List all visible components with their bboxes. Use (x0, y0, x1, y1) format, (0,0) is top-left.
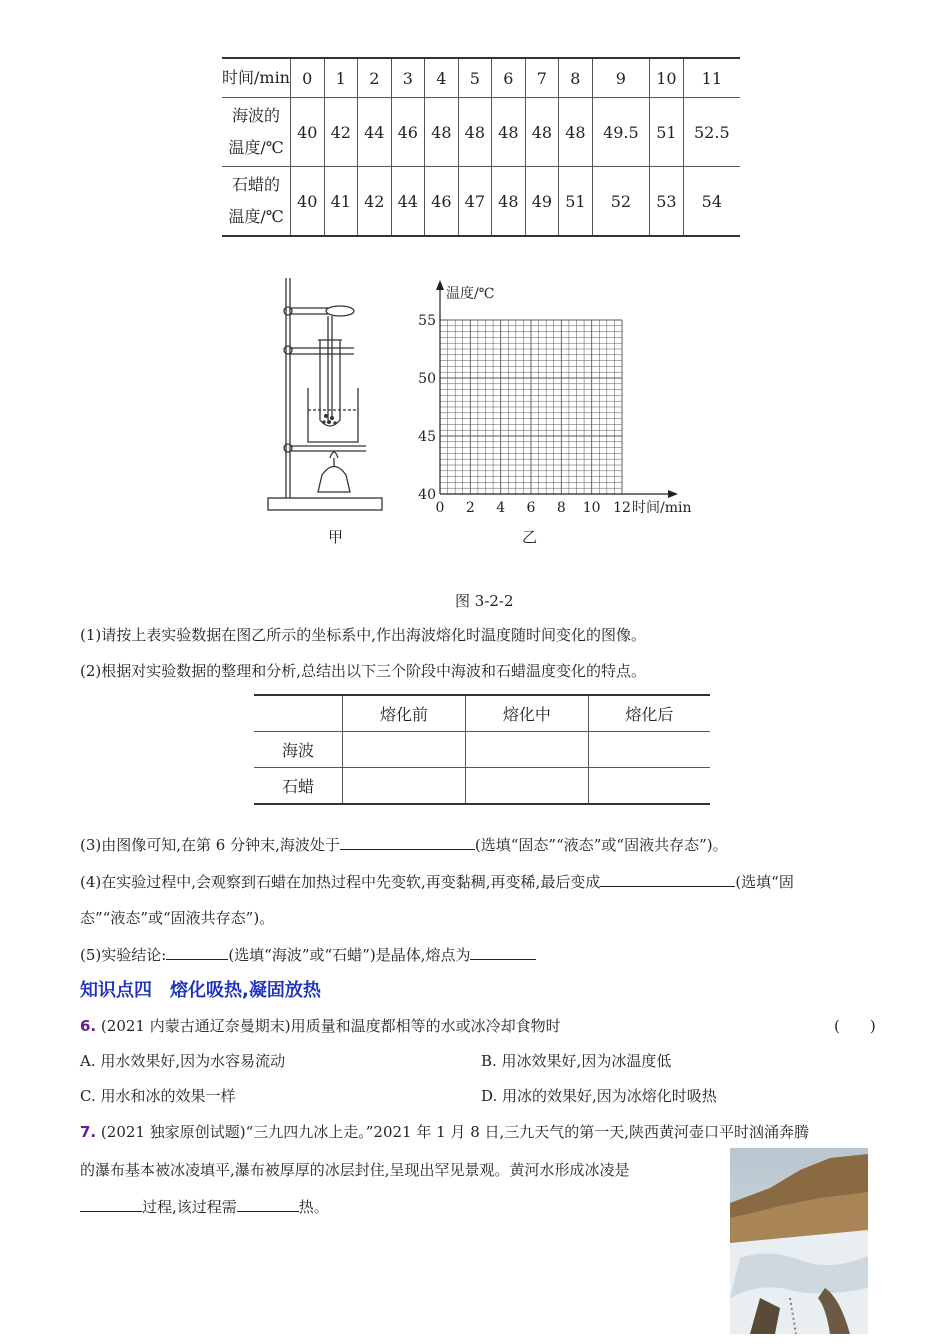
stage-header-cell: 熔化中 (465, 695, 588, 732)
answer-cell[interactable] (343, 732, 466, 768)
table-cell: 48 (425, 98, 459, 167)
table-cell: 8 (559, 58, 593, 98)
table-cell: 1 (324, 58, 358, 98)
row-label-line: 海波的 (231, 106, 280, 125)
frozen-waterfall-photo (730, 1148, 868, 1334)
answer-blank[interactable] (600, 872, 735, 887)
answer-cell[interactable] (343, 768, 466, 805)
answer-blank[interactable] (237, 1197, 299, 1212)
x-axis-label: 时间/min (632, 500, 692, 516)
table-cell: 2 (358, 58, 392, 98)
figure-caption: 图 3-2-2 (455, 592, 514, 610)
y-tick-label: 55 (418, 313, 436, 329)
answer-bracket[interactable]: ( ) (834, 1017, 876, 1035)
question-3-options: (选填“固态”“液态”或“固液共存态”)。 (474, 836, 728, 854)
x-tick-label: 8 (556, 500, 566, 516)
table-cell: 52 (592, 167, 649, 237)
table-cell: 10 (650, 58, 684, 98)
table-cell: 44 (391, 167, 425, 237)
option-a[interactable]: A. 用水效果好,因为水容易流动 (80, 1052, 286, 1070)
question-3-text: (3)由图像可知,在第 6 分钟末,海波处于 (80, 836, 340, 854)
table-cell: 48 (559, 98, 593, 167)
question-5 (80, 944, 536, 965)
table-cell: 44 (358, 98, 392, 167)
table-cell: 51 (650, 98, 684, 167)
answer-blank[interactable] (166, 945, 228, 960)
y-tick-label: 40 (418, 487, 436, 503)
table-cell: 47 (458, 167, 492, 237)
table-cell: 40 (291, 167, 325, 237)
question-6 (80, 1015, 561, 1036)
stage-row-label: 石蜡 (254, 768, 343, 805)
answer-cell[interactable] (588, 768, 710, 805)
stage-header-cell (254, 695, 343, 732)
table-cell: 40 (291, 98, 325, 167)
answer-blank[interactable] (80, 1197, 142, 1212)
question-7-text: 过程,该过程需 (142, 1198, 237, 1216)
table-cell: 42 (324, 98, 358, 167)
question-7-line-3 (80, 1196, 329, 1217)
table-cell: 9 (592, 58, 649, 98)
stage-header-cell: 熔化前 (343, 695, 466, 732)
question-7-line-1: (2021 独家原创试题)“三九四九冰上走。”2021 年 1 月 8 日,三九天气的第一天,陕西黄河壶口平时汹涌奔腾 (100, 1123, 810, 1141)
question-number: 6. (80, 1017, 97, 1035)
stage-row-hypo (254, 732, 710, 768)
question-number: 7. (80, 1123, 97, 1141)
table-cell: 48 (492, 167, 526, 237)
table-cell: 42 (358, 167, 392, 237)
question-5-text: (5)实验结论: (80, 946, 167, 964)
table-cell: 4 (425, 58, 459, 98)
table-cell: 48 (458, 98, 492, 167)
table-cell: 52.5 (683, 98, 740, 167)
table-cell: 46 (391, 98, 425, 167)
section-title: 知识点四 熔化吸热,凝固放热 (80, 980, 321, 1001)
question-5-options: (选填“海波”或“石蜡”)是晶体,熔点为 (228, 946, 471, 964)
row-label-line: 时间/min (222, 68, 290, 87)
y-tick-label: 50 (418, 371, 436, 387)
stage-table-header (254, 695, 710, 732)
row-label-line: 温度/℃ (228, 207, 284, 226)
table-cell: 7 (525, 58, 559, 98)
question-4-text: (4)在实验过程中,会观察到石蜡在加热过程中先变软,再变黏稠,再变稀,最后变成 (80, 873, 601, 891)
y-axis-label: 温度/℃ (446, 286, 495, 302)
option-c[interactable]: C. 用水和冰的效果一样 (80, 1087, 236, 1105)
row-label (222, 98, 291, 167)
question-2: (2)根据对实验数据的整理和分析,总结出以下三个阶段中海波和石蜡温度变化的特点。 (80, 662, 647, 680)
table-cell: 6 (492, 58, 526, 98)
x-tick-label: 12 (613, 500, 631, 516)
question-7-line-2: 的瀑布基本被冰凌填平,瀑布被厚厚的冰层封住,呈现出罕见景观。黄河水形成冰凌是 (80, 1161, 630, 1179)
figure-label-right: 乙 (522, 528, 538, 546)
apparatus-illustration (262, 270, 402, 520)
table-cell: 11 (683, 58, 740, 98)
answer-blank[interactable] (470, 945, 536, 960)
answer-cell[interactable] (588, 732, 710, 768)
option-b[interactable]: B. 用冰效果好,因为冰温度低 (481, 1052, 672, 1070)
option-d[interactable]: D. 用冰的效果好,因为冰熔化时吸热 (481, 1087, 717, 1105)
y-axis-arrow (436, 280, 444, 290)
question-3 (80, 834, 728, 855)
x-tick-label: 0 (435, 500, 445, 516)
table-cell: 49.5 (592, 98, 649, 167)
table-row-paraffin (222, 167, 740, 237)
table-row-time (222, 58, 740, 98)
stage-row-label: 海波 (254, 732, 343, 768)
x-tick-label: 10 (582, 500, 601, 516)
table-cell: 5 (458, 58, 492, 98)
table-cell: 0 (291, 58, 325, 98)
table-cell: 51 (559, 167, 593, 237)
stage-header-cell: 熔化后 (588, 695, 710, 732)
data-table (222, 57, 740, 237)
table-cell: 48 (492, 98, 526, 167)
table-row-hypo (222, 98, 740, 167)
question-6-stem: (2021 内蒙古通辽奈曼期末)用质量和温度都相等的水或冰冷却食物时 (100, 1017, 561, 1035)
question-1: (1)请按上表实验数据在图乙所示的坐标系中,作出海波熔化时温度随时间变化的图像。 (80, 626, 647, 644)
table-cell: 54 (701, 191, 722, 211)
table-cell: 53 (650, 167, 684, 237)
y-tick-label: 45 (418, 429, 436, 445)
answer-cell[interactable] (465, 732, 588, 768)
row-label (222, 167, 291, 237)
question-7-text-end: 热。 (298, 1198, 329, 1216)
figure-label-left: 甲 (328, 528, 344, 546)
table-cell: 49 (525, 167, 559, 237)
x-tick-label: 2 (465, 500, 475, 516)
answer-cell[interactable] (465, 768, 588, 805)
question-4-options: (选填“固 (735, 873, 794, 891)
x-axis-arrow (668, 490, 678, 498)
table-cell: 3 (391, 58, 425, 98)
row-label-line: 温度/℃ (228, 138, 284, 157)
question-4 (80, 871, 794, 892)
stage-row-paraffin (254, 768, 710, 805)
table-cell: 41 (324, 167, 358, 237)
answer-blank[interactable] (340, 835, 475, 850)
question-7 (80, 1121, 809, 1142)
row-label-line: 石蜡的 (231, 175, 280, 194)
x-tick-label: 4 (496, 500, 506, 516)
temperature-grid-chart (412, 280, 712, 520)
table-cell: 46 (425, 167, 459, 237)
stage-table (254, 694, 710, 805)
x-tick-label: 6 (526, 500, 536, 516)
row-label (222, 58, 291, 98)
question-4-continued: 态”“液态”或“固液共存态”)。 (80, 909, 275, 927)
table-cell: 48 (525, 98, 559, 167)
